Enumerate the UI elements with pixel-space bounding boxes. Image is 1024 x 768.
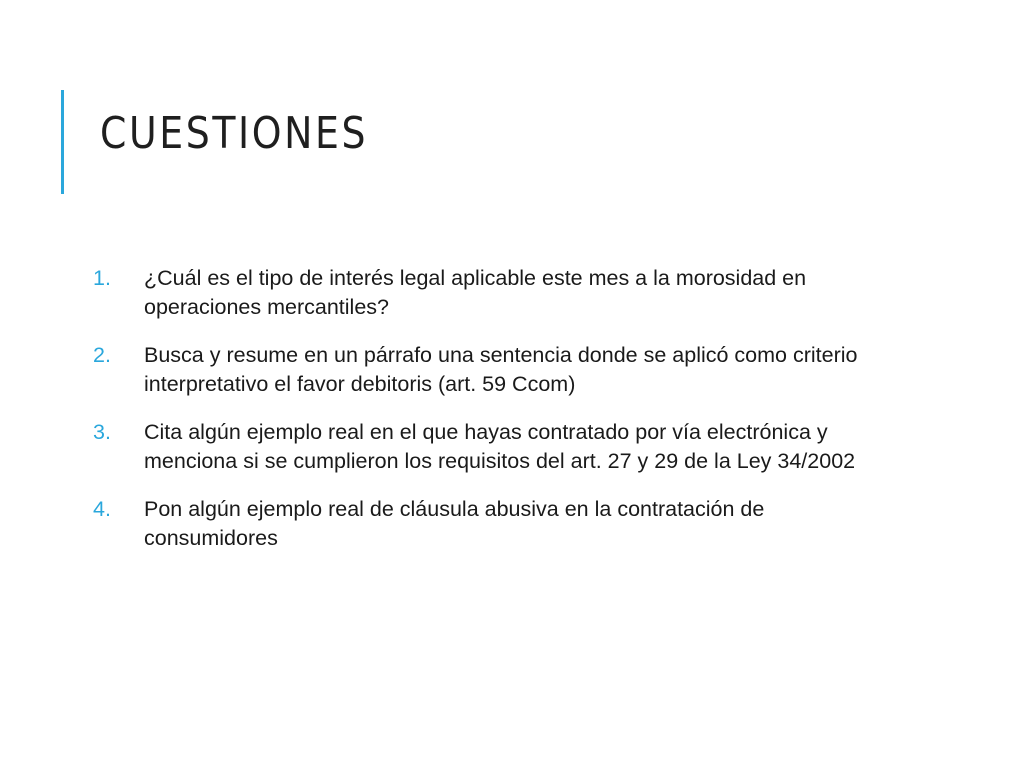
question-number: 2. bbox=[93, 343, 111, 367]
title-accent-bar bbox=[61, 90, 64, 194]
question-number: 4. bbox=[93, 497, 111, 521]
slide-title: CUESTIONES bbox=[100, 108, 369, 159]
question-text: Busca y resume en un párrafo una sentencia donde se aplicó como criterio interpretativo el favor debitoris (art. 59 Ccom) bbox=[144, 343, 858, 396]
question-text: Cita algún ejemplo real en el que hayas contratado por vía electrónica y menciona si se cumplieron los requisitos del art. 27 y 29 de la Ley 34/2002 bbox=[144, 420, 856, 473]
question-number: 3. bbox=[93, 420, 111, 444]
question-item bbox=[93, 418, 913, 476]
question-item bbox=[93, 341, 913, 399]
question-item bbox=[93, 264, 913, 322]
question-text: ¿Cuál es el tipo de interés legal aplicable este mes a la morosidad en operaciones mercantiles? bbox=[144, 266, 807, 319]
question-number: 1. bbox=[93, 266, 111, 290]
question-text: Pon algún ejemplo real de cláusula abusiva en la contratación de consumidores bbox=[144, 497, 765, 550]
question-list bbox=[93, 264, 913, 572]
question-item bbox=[93, 495, 913, 553]
